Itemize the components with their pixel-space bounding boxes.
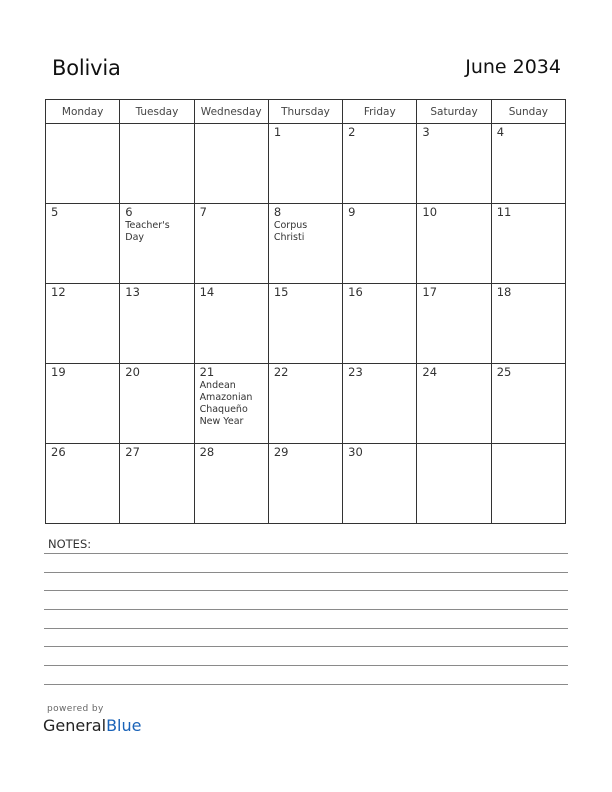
day-cell xyxy=(120,284,194,364)
day-number: 20 xyxy=(125,365,140,379)
day-cell xyxy=(268,124,342,204)
weekday-monday: Monday xyxy=(46,100,120,124)
day-cell xyxy=(343,124,417,204)
day-number: 22 xyxy=(273,365,289,379)
day-cell xyxy=(491,204,565,284)
day-cell xyxy=(120,124,194,204)
note-line xyxy=(44,590,568,591)
day-number: 16 xyxy=(348,285,363,299)
day-cell xyxy=(343,284,417,364)
day-cell xyxy=(120,364,194,444)
day-number: 26 xyxy=(51,445,66,459)
week-row-4 xyxy=(46,364,566,444)
weekday-wednesday: Wednesday xyxy=(194,100,268,124)
weekday-thursday: Thursday xyxy=(268,100,342,124)
day-number: 19 xyxy=(51,365,66,379)
weekday-friday: Friday xyxy=(343,100,417,124)
day-cell xyxy=(46,444,120,524)
brand-blue: Blue xyxy=(106,716,142,735)
day-cell xyxy=(417,204,491,284)
powered-by-text: powered by xyxy=(47,704,104,714)
day-cell xyxy=(491,124,565,204)
day-number: 6 xyxy=(125,205,133,219)
brand-general: General xyxy=(43,716,107,735)
day-number: 23 xyxy=(348,365,363,379)
day-cell xyxy=(491,364,565,444)
note-line xyxy=(44,646,568,647)
day-cell xyxy=(46,284,120,364)
day-number: 29 xyxy=(273,445,289,459)
generalblue-logo xyxy=(43,716,141,735)
day-cell xyxy=(120,204,194,284)
day-cell xyxy=(194,444,268,524)
weekday-tuesday: Tuesday xyxy=(120,100,194,124)
day-cell xyxy=(417,284,491,364)
holiday-label: Corpus Christi xyxy=(273,220,308,243)
day-cell xyxy=(417,124,491,204)
day-cell xyxy=(46,124,120,204)
day-cell xyxy=(491,444,565,524)
month-title: June 2034 xyxy=(465,56,561,78)
note-line xyxy=(44,553,568,554)
day-number: 13 xyxy=(125,285,140,299)
day-cell xyxy=(46,364,120,444)
week-row-1 xyxy=(46,124,566,204)
day-number: 4 xyxy=(496,125,505,139)
day-number: 7 xyxy=(199,205,207,219)
day-cell xyxy=(268,364,342,444)
weekday-sunday: Sunday xyxy=(491,100,565,124)
week-row-2 xyxy=(46,204,566,284)
holiday-label: Andean Amazonian Chaqueño New Year xyxy=(199,380,253,427)
note-line xyxy=(44,684,568,685)
day-cell xyxy=(417,364,491,444)
weekday-header-row xyxy=(46,100,566,124)
day-number: 18 xyxy=(496,285,512,299)
note-line xyxy=(44,572,568,573)
day-cell xyxy=(194,284,268,364)
day-number: 25 xyxy=(496,365,512,379)
day-cell xyxy=(194,124,268,204)
day-cell xyxy=(343,364,417,444)
weekday-saturday: Saturday xyxy=(417,100,491,124)
day-number: 5 xyxy=(51,205,59,219)
week-row-3 xyxy=(46,284,566,364)
day-number: 28 xyxy=(199,445,215,459)
day-number: 30 xyxy=(348,445,363,459)
day-cell xyxy=(491,284,565,364)
day-cell xyxy=(46,204,120,284)
day-number: 2 xyxy=(348,125,356,139)
notes-label: NOTES: xyxy=(48,537,92,551)
day-number: 12 xyxy=(51,285,66,299)
day-cell xyxy=(268,284,342,364)
country-title: Bolivia xyxy=(52,56,121,80)
day-number: 10 xyxy=(422,205,438,219)
day-number: 1 xyxy=(273,125,282,139)
day-number: 14 xyxy=(199,285,215,299)
day-number: 9 xyxy=(348,205,356,219)
day-cell xyxy=(268,444,342,524)
note-line xyxy=(44,609,568,610)
day-cell xyxy=(194,204,268,284)
day-number: 17 xyxy=(422,285,438,299)
day-number: 27 xyxy=(125,445,140,459)
day-cell xyxy=(417,444,491,524)
holiday-label: Teacher's Day xyxy=(125,220,170,243)
day-cell xyxy=(194,364,268,444)
day-number: 8 xyxy=(273,205,282,219)
note-line xyxy=(44,628,568,629)
week-row-5 xyxy=(46,444,566,524)
calendar-grid xyxy=(45,99,566,524)
day-cell xyxy=(120,444,194,524)
day-number: 21 xyxy=(199,365,215,379)
day-number: 3 xyxy=(422,125,430,139)
day-number: 11 xyxy=(496,205,512,219)
day-cell xyxy=(343,444,417,524)
note-line xyxy=(44,665,568,666)
day-cell xyxy=(268,204,342,284)
day-number: 15 xyxy=(273,285,289,299)
day-number: 24 xyxy=(422,365,438,379)
day-cell xyxy=(343,204,417,284)
